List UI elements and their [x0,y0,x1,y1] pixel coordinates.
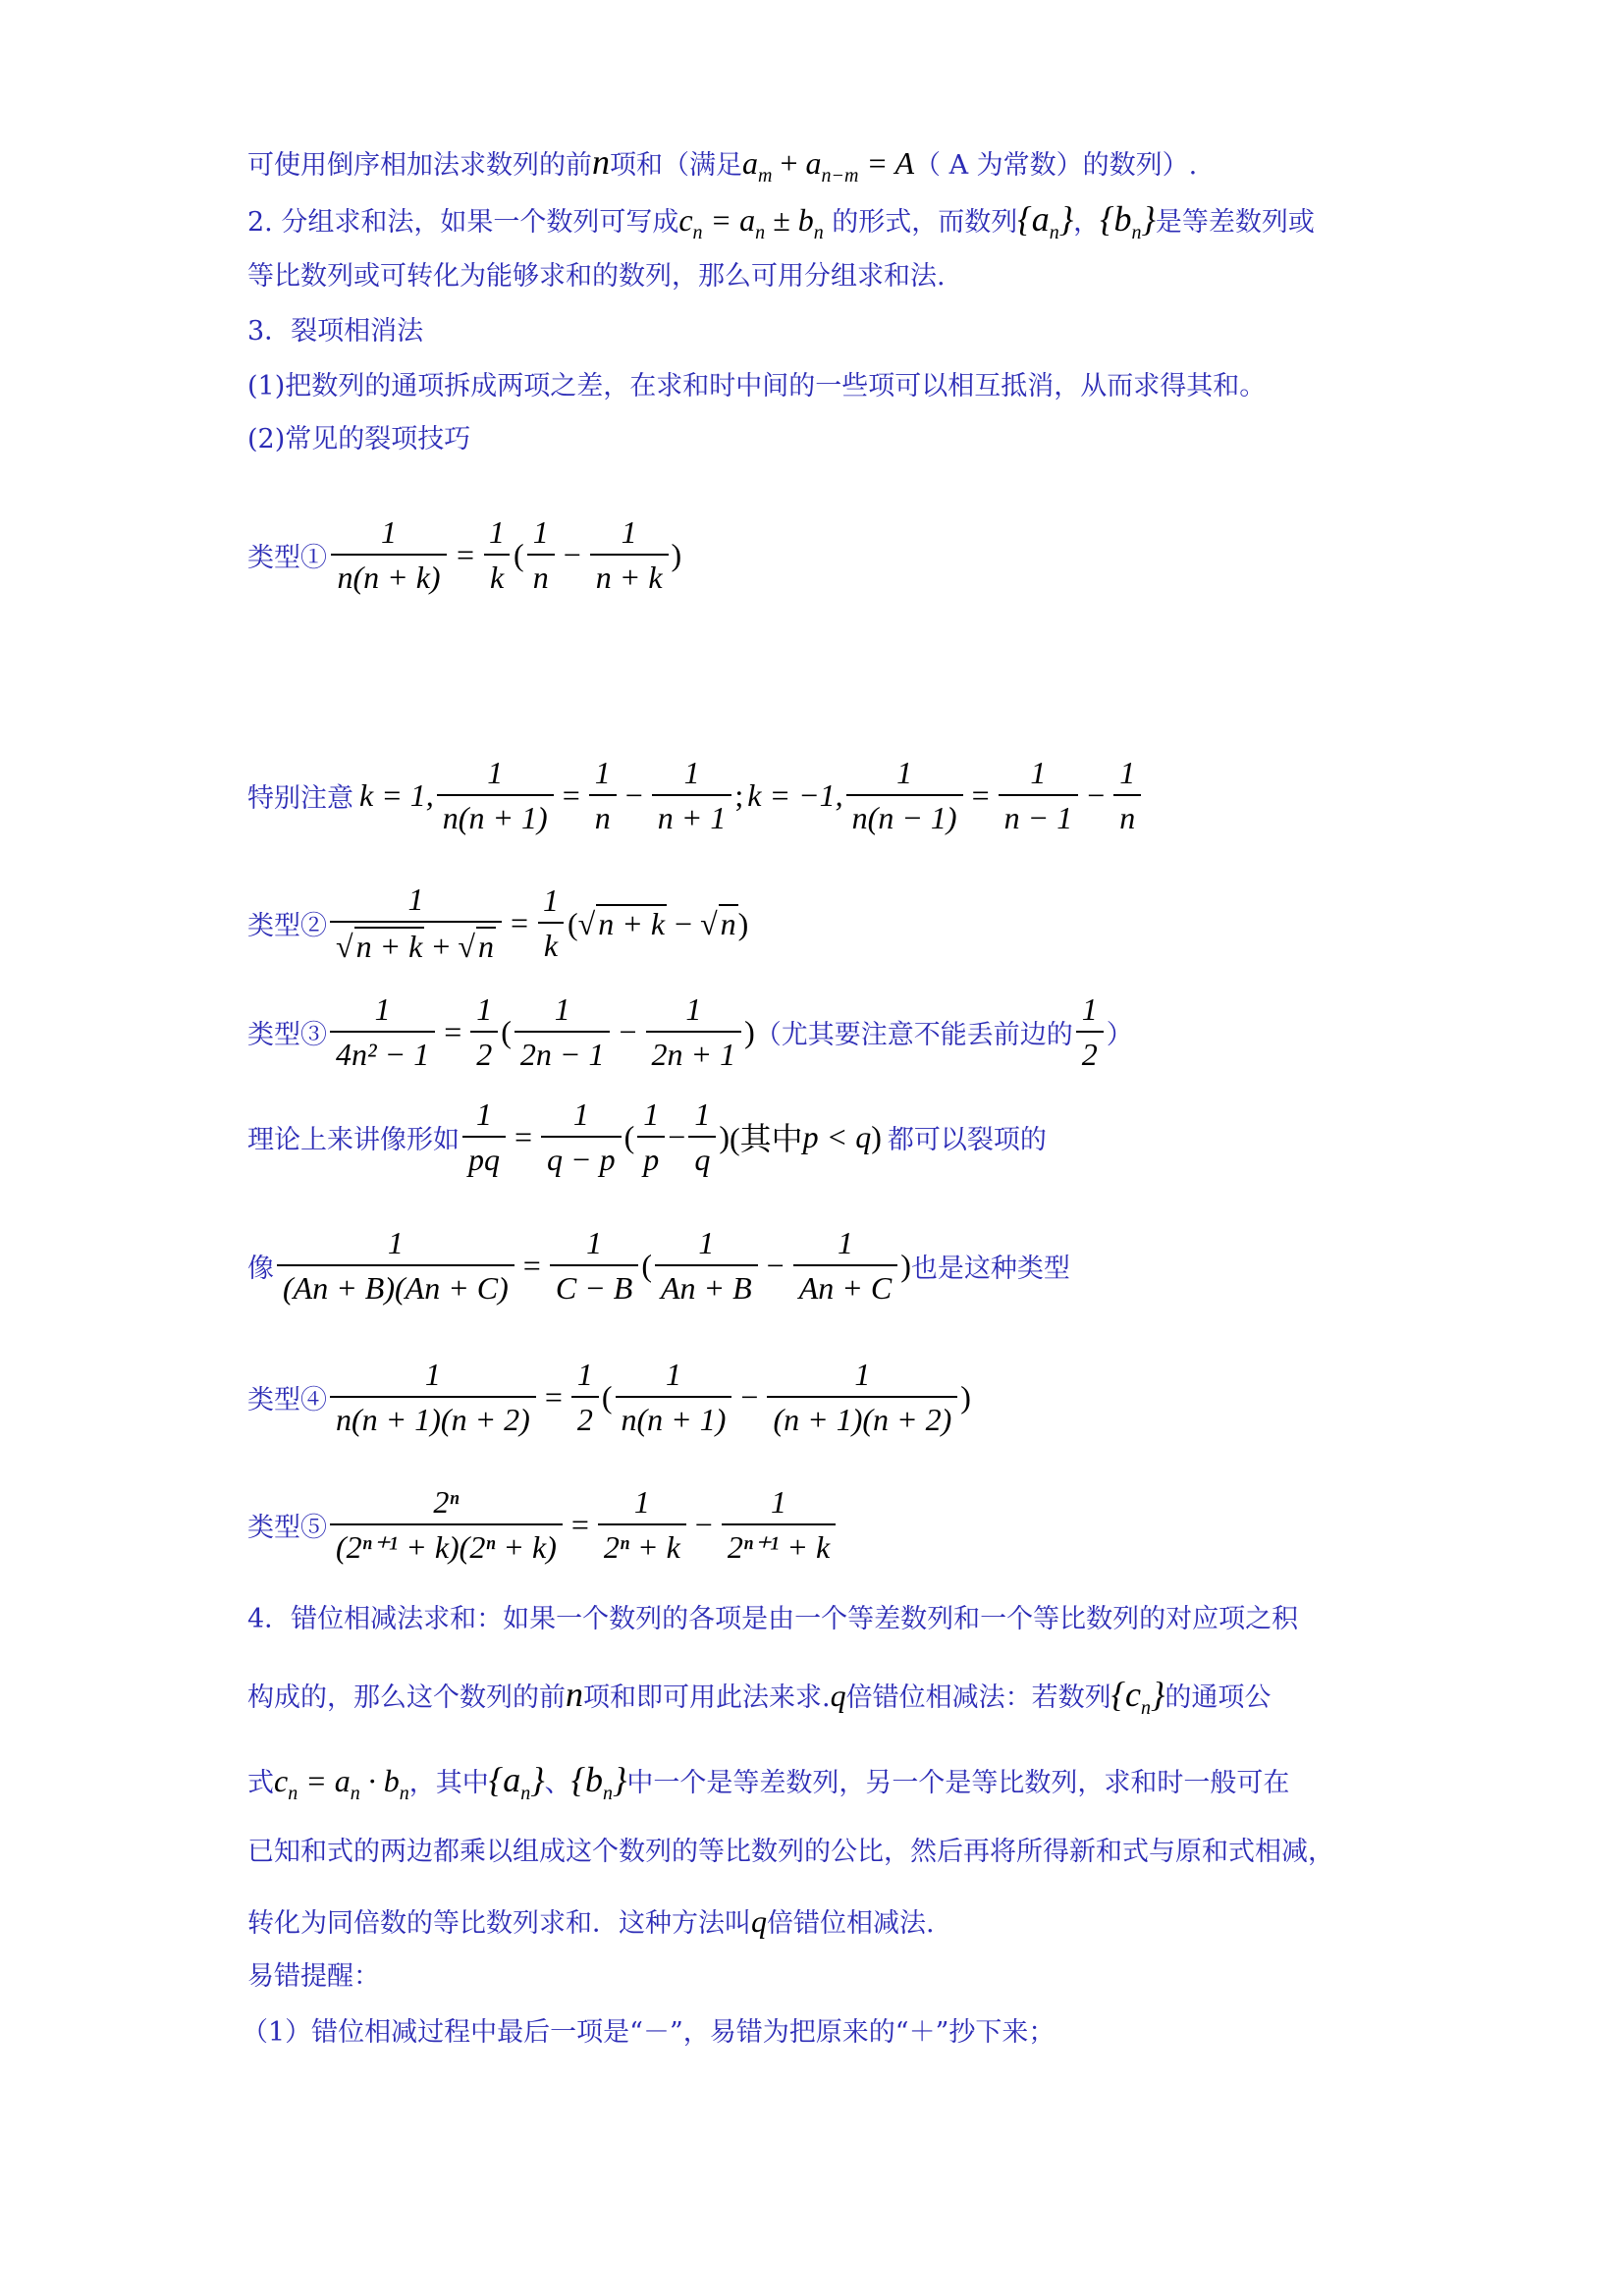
denominator: (2ⁿ⁺¹ + k)(2ⁿ + k) [330,1523,563,1565]
para4-line4: 已知和式的两边都乘以组成这个数列的等比数列的公比，然后再将所得新和式与原和式相减， [247,1837,1334,1867]
denominator: 2 [1076,1031,1104,1072]
minus: − [675,905,693,941]
equals: = [570,1506,589,1542]
numerator: 1 [1030,755,1047,790]
math: = a [305,1763,351,1798]
paren: ( [641,1247,652,1283]
numerator: 1 [1081,991,1098,1027]
fraction [462,1096,506,1177]
para4-line2 [247,1675,1271,1728]
minus: − [619,1013,637,1049]
fraction [688,1096,716,1177]
math: q [751,1903,767,1939]
group-sum-line [247,199,1315,252]
text: 也是这种类型 [910,1253,1070,1284]
fraction [571,1357,599,1437]
paren: ( [623,1118,635,1154]
subscript: n [692,222,703,243]
numerator: 1 [683,755,700,790]
subscript: m [758,165,773,187]
fraction [616,1357,732,1437]
numerator: 2ⁿ [433,1484,460,1520]
denominator: n(n − 1) [846,794,963,835]
numerator: 1 [381,514,397,550]
denominator: An + B [655,1264,758,1306]
math: } [1150,1675,1165,1714]
group-sum-line-2: 等比数列或可转化为能够求和的数列，那么可用分组求和法. [247,261,946,292]
math: {b [1100,199,1132,239]
math: c [274,1763,289,1798]
para4-line3 [247,1760,1289,1813]
numerator: 1 [837,1225,853,1260]
equals: = [522,1247,541,1283]
like-formula [247,1225,1070,1306]
text: 、 [544,1768,571,1798]
text: 项和即可用此法来求. [583,1682,831,1713]
numerator: 1 [643,1096,660,1132]
subscript: n [1140,1697,1151,1719]
label: 类型① [247,542,327,573]
math: {a [488,1760,521,1799]
denominator: n [589,794,617,835]
label: 类型② [247,910,327,941]
warning-item-1: （1）错位相减过程中最后一项是“－”，易错为把原来的“＋”抄下来； [242,2017,1056,2048]
math: + [780,145,798,181]
minus: − [694,1506,713,1542]
label: 特别注意 [247,782,353,814]
minus: − [1087,776,1106,813]
equals: = [444,1013,462,1049]
denominator: pq [462,1136,506,1177]
paren: ( [601,1378,613,1415]
denominator: n [1113,794,1141,835]
numerator: 1 [771,1484,786,1520]
numerator: 1 [543,882,560,918]
label: 类型③ [247,1019,327,1050]
numerator: 1 [685,991,702,1027]
equals: = [971,776,990,813]
minus: − [766,1247,785,1283]
denominator: √n + k + √n [330,921,502,964]
math: a [742,145,758,181]
fraction [330,881,502,964]
radicand: n + k [598,905,666,941]
note: ） [1106,1019,1133,1050]
subscript: n [813,222,824,243]
math: } [1058,199,1074,239]
para4-line1: 4．错位相减法求和：如果一个数列的各项是由一个等差数列和一个等比数列的对应项之积 [247,1604,1299,1634]
numerator: 1 [896,755,913,790]
theory-formula [247,1096,1047,1177]
text: 像 [247,1253,274,1284]
type2-formula: 类型② $\frac{1}{√n + k + √n}$ = $\frac{1}{k}$ (√n + k − √n) [247,881,749,964]
fraction [999,755,1079,835]
fraction [277,1225,514,1306]
numerator: 1 [424,1357,441,1392]
fraction [550,1225,638,1306]
numerator: 1 [476,1096,492,1132]
numerator: 1 [854,1357,871,1392]
fraction [655,1225,758,1306]
label: 类型⑤ [247,1512,327,1543]
denominator: 2 [571,1396,599,1437]
numerator: 1 [594,755,611,790]
fraction [514,991,611,1072]
equals: = [514,1118,533,1154]
paren: ) [737,905,749,941]
numerator: 1 [554,991,570,1027]
paren: ) [719,1118,730,1154]
denominator: An + C [793,1264,897,1306]
numerator: 1 [698,1225,715,1260]
denominator: n [527,554,555,595]
fraction [598,1484,686,1565]
math: = A [866,145,915,181]
equals: = [510,904,529,940]
math: {c [1110,1675,1141,1714]
note: （尤其要注意不能丢前边的 [754,1019,1073,1050]
type3-formula [247,991,1133,1072]
fraction [541,1096,622,1177]
fraction [330,514,448,595]
equals: = [544,1378,563,1415]
fraction [1113,755,1141,835]
text: 项和（满足 [610,150,742,181]
radicand: n [477,929,494,964]
denominator: 2 [470,1031,498,1072]
type4-formula [247,1357,971,1437]
fraction [767,1357,957,1437]
fraction [637,1096,665,1177]
fraction [1076,991,1104,1072]
fraction [646,991,742,1072]
math: {a [1017,199,1050,239]
denominator: 2n − 1 [514,1031,611,1072]
math: q [830,1678,846,1713]
subscript: n [399,1783,409,1804]
text: ， [1073,207,1101,238]
warning-title: 易错提醒： [247,1961,380,1992]
denominator: k [538,922,564,963]
minus: − [624,776,643,813]
denominator: n + 1 [652,794,732,835]
text: 构成的，那么这个数列的前 [247,1682,566,1713]
denominator: n(n + 1) [616,1396,732,1437]
denominator: 2ⁿ + k [598,1523,686,1565]
type1-formula [247,514,681,595]
text: 可使用倒序相加法求数列的前 [247,150,592,181]
fraction [846,755,963,835]
numerator: 1 [532,514,549,550]
denominator: n(n + 1)(n + 2) [330,1396,536,1437]
text: 倍错位相减法：若数列 [845,1682,1111,1713]
text: 的通项公 [1164,1682,1272,1713]
special-note-formula [247,755,1144,835]
numerator: 1 [387,1225,404,1260]
fraction [589,755,617,835]
text: （ A 为常数）的数列）. [914,150,1198,181]
fraction [437,755,554,835]
fraction [330,1484,563,1565]
paren: ( [568,905,578,941]
math: n [566,1675,583,1714]
subscript: n−m [821,165,859,187]
fraction [483,514,511,595]
numerator: 1 [489,514,506,550]
section-heading: 3．裂项相消法 [247,316,424,347]
math: {b [570,1760,604,1799]
subscript: n [350,1783,360,1804]
equals: = [457,536,475,572]
text: 中一个是等差数列，另一个是等比数列，求和时一般可在 [626,1768,1290,1798]
fraction [330,991,435,1072]
denominator: n(n + 1) [437,794,554,835]
minus: − [740,1378,759,1415]
denominator: q [688,1136,716,1177]
numerator: 1 [374,991,391,1027]
subscript: n [520,1783,531,1804]
subscript: n [755,222,766,243]
denominator: n(n + k) [331,554,446,595]
denominator: 4n² − 1 [330,1031,435,1072]
radicand: n [720,905,736,941]
math: = a [710,202,756,238]
type5-formula [247,1484,839,1565]
semicolon: ; [734,776,744,813]
numerator: 1 [694,1096,711,1132]
math: } [1141,199,1156,239]
subscript: n [603,1783,614,1804]
numerator: 1 [487,755,504,790]
denominator: q − p [541,1136,622,1177]
numerator: 1 [633,1484,650,1520]
text: ) [871,1118,882,1154]
math: k = 1, [359,776,434,813]
math-n: n [592,142,610,182]
subscript: n [1131,222,1142,243]
fraction [470,991,498,1072]
fraction [330,1357,536,1437]
math: } [613,1760,627,1799]
plus: + [432,929,451,964]
minus: − [563,536,581,572]
denominator: p [637,1136,665,1177]
numerator: 1 [665,1357,681,1392]
paren: ) [960,1378,971,1415]
fraction [793,1225,897,1306]
numerator: 1 [586,1225,603,1260]
text: 转化为同倍数的等比数列求和．这种方法叫 [247,1908,751,1939]
numerator: 1 [476,991,493,1027]
paren: ) [671,536,682,572]
paren: ( [501,1013,512,1049]
reverse-sum-line [247,142,1197,195]
math: ± b [773,202,814,238]
denominator: (n + 1)(n + 2) [767,1396,957,1437]
text: (其中 [730,1121,803,1156]
numerator: 1 [1119,755,1136,790]
text-line: (1)把数列的通项拆成两项之差，在求和时中间的一些项可以相互抵消，从而求得其和。 [247,371,1267,401]
text: 是等差数列或 [1155,207,1315,238]
denominator: C − B [550,1264,638,1306]
numerator: 1 [621,514,637,550]
paren: ) [744,1013,755,1049]
denominator: 2n + 1 [646,1031,742,1072]
fraction [590,514,669,595]
fraction [527,514,555,595]
numerator: 1 [572,1096,589,1132]
text: 倍错位相减法. [767,1908,935,1939]
math: c [678,202,693,238]
text: 理论上来讲像形如 [247,1124,460,1155]
math: a [805,145,822,181]
text: 式 [247,1768,274,1798]
numerator: 1 [407,881,424,917]
fraction [652,755,732,835]
text: 都可以裂项的 [887,1124,1047,1155]
math: p < q [802,1118,872,1154]
radicand: n + k [355,929,423,964]
label: 类型④ [247,1384,327,1415]
numerator: 1 [576,1357,593,1392]
denominator: 2ⁿ⁺¹ + k [722,1523,836,1565]
fraction [537,882,565,963]
text: 2. 分组求和法，如果一个数列可写成 [247,207,679,238]
denominator: n − 1 [999,794,1079,835]
math: k = −1, [747,776,843,813]
paren: ( [514,536,524,572]
fraction [722,1484,836,1565]
text-line: (2)常见的裂项技巧 [247,424,471,454]
text: ，其中 [408,1768,489,1798]
paren: ) [900,1247,911,1283]
minus: − [668,1118,686,1154]
equals: = [562,776,580,813]
denominator: (An + B)(An + C) [277,1264,514,1306]
math: } [530,1760,545,1799]
para4-line5 [247,1901,935,1944]
denominator: n + k [590,554,669,595]
math: · b [367,1763,400,1798]
text: 的形式，而数列 [832,207,1018,238]
denominator: k [484,554,510,595]
subscript: n [288,1783,298,1804]
subscript: n [1049,222,1059,243]
